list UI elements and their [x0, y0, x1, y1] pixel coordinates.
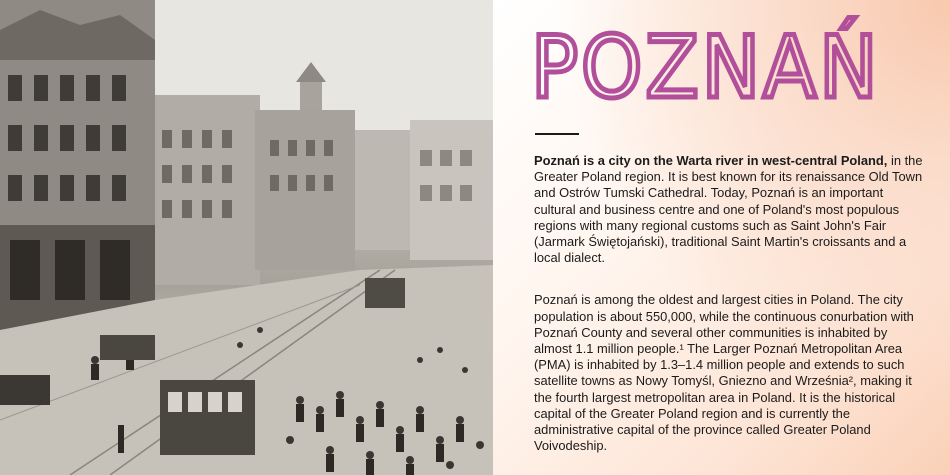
divider	[535, 133, 579, 135]
page-title	[531, 18, 931, 118]
title-text: POZNAŃ	[531, 18, 881, 118]
lead-sentence: Poznań is a city on the Warta river in west-central Poland,	[534, 153, 888, 168]
paragraph-2: Poznań is among the oldest and largest cities in Poland. The city population is about 550,000, while the continuous conurbation with Poznań County and several other communities is inhabited by almost 1.1 million people.¹ The Larger Poznań Metropolitan Area (PMA) is inhabited by 1.3–1.4 million people and extends to such satellite towns as Nowy Tomyśl, Gniezno and Września², making it the fourth largest metropolitan area in Poland. It is the historical capital of the Greater Poland region and is currently the administrative capital of the province called Greater Poland Voivodeship.	[534, 292, 914, 454]
text-panel	[493, 0, 950, 475]
article-body	[534, 153, 923, 454]
paragraph-1	[534, 153, 923, 266]
paragraph-1-body: in the Greater Poland region. It is best known for its renaissance Old Town and Ostrów Tumski Cathedral. Today, Poznań is an important cultural and business centre and one of Poland's most populous regions with many regional customs such as Saint John's Fair (Jarmark Świętojański), traditional Saint Martin's croissants and a local dialect.	[534, 153, 923, 266]
